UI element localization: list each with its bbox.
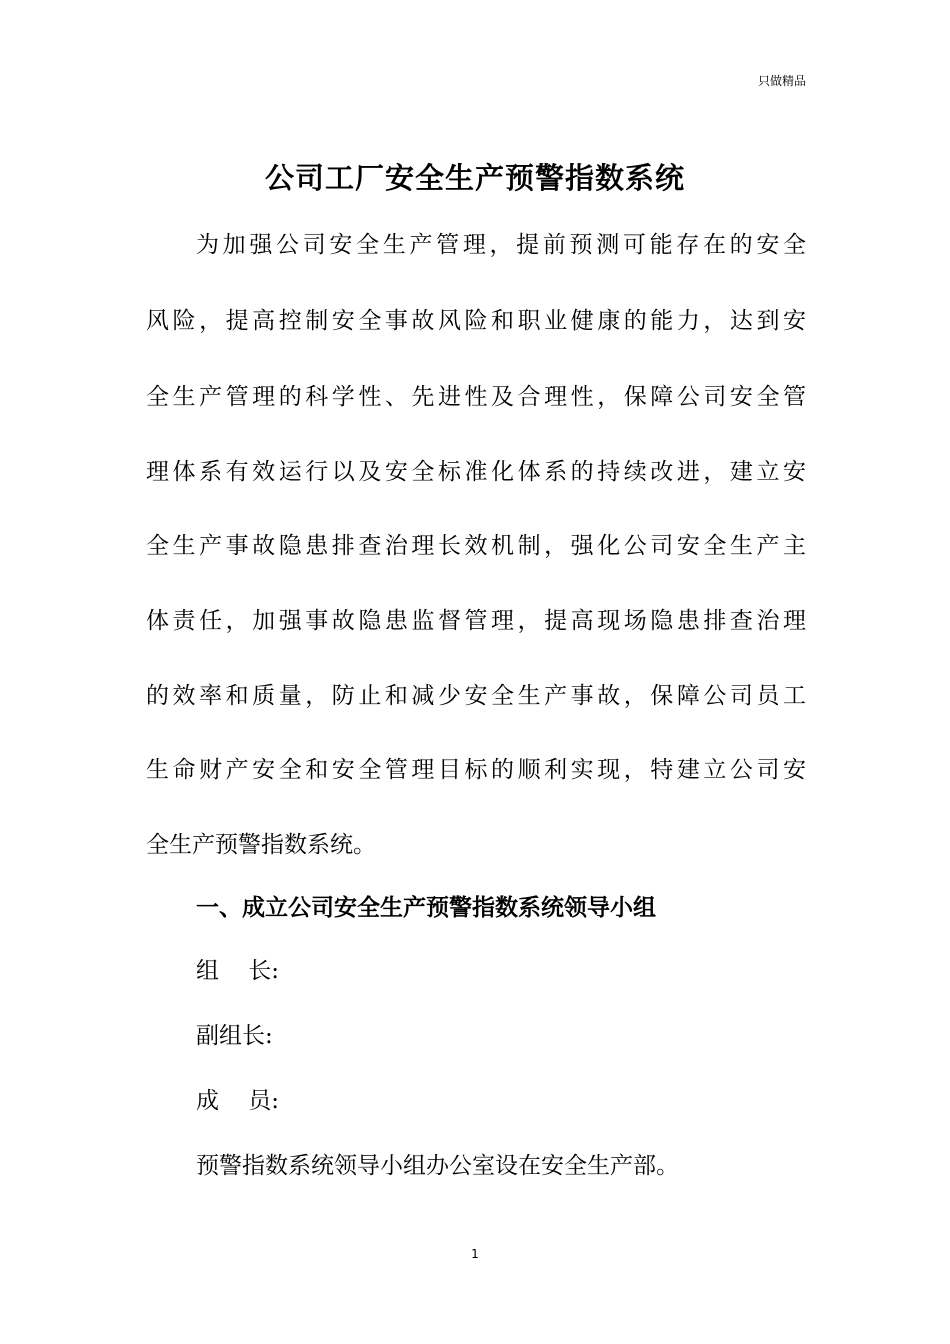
members-line: 成 员: bbox=[196, 1088, 279, 1114]
paragraph-line: 全生产事故隐患排查治理长效机制，强化公司安全生产主 bbox=[146, 533, 806, 559]
group-leader-line: 组 长: bbox=[196, 958, 279, 984]
document-title: 公司工厂安全生产预警指数系统 bbox=[264, 161, 685, 195]
paragraph-line: 生命财产安全和安全管理目标的顺利实现，特建立公司安 bbox=[146, 757, 806, 783]
paragraph-line: 的效率和质量，防止和减少安全生产事故，保障公司员工 bbox=[146, 683, 806, 709]
section-heading: 一、成立公司安全生产预警指数系统领导小组 bbox=[196, 895, 656, 921]
paragraph-line: 为加强公司安全生产管理，提前预测可能存在的安全 bbox=[196, 232, 806, 258]
paragraph-line: 风险，提高控制安全事故风险和职业健康的能力，达到安 bbox=[146, 308, 806, 334]
office-note: 预警指数系统领导小组办公室设在安全生产部。 bbox=[196, 1153, 679, 1179]
deputy-leader-line: 副组长: bbox=[196, 1023, 273, 1049]
paragraph-line: 理体系有效运行以及安全标准化体系的持续改进，建立安 bbox=[146, 459, 806, 485]
page-number: 1 bbox=[471, 1247, 479, 1261]
paragraph-line: 全生产管理的科学性、先进性及合理性，保障公司安全管 bbox=[146, 384, 806, 410]
header-note: 只做精品 bbox=[757, 74, 806, 88]
paragraph-line: 体责任，加强事故隐患监督管理，提高现场隐患排查治理 bbox=[146, 608, 806, 634]
paragraph-line: 全生产预警指数系统。 bbox=[146, 832, 376, 858]
